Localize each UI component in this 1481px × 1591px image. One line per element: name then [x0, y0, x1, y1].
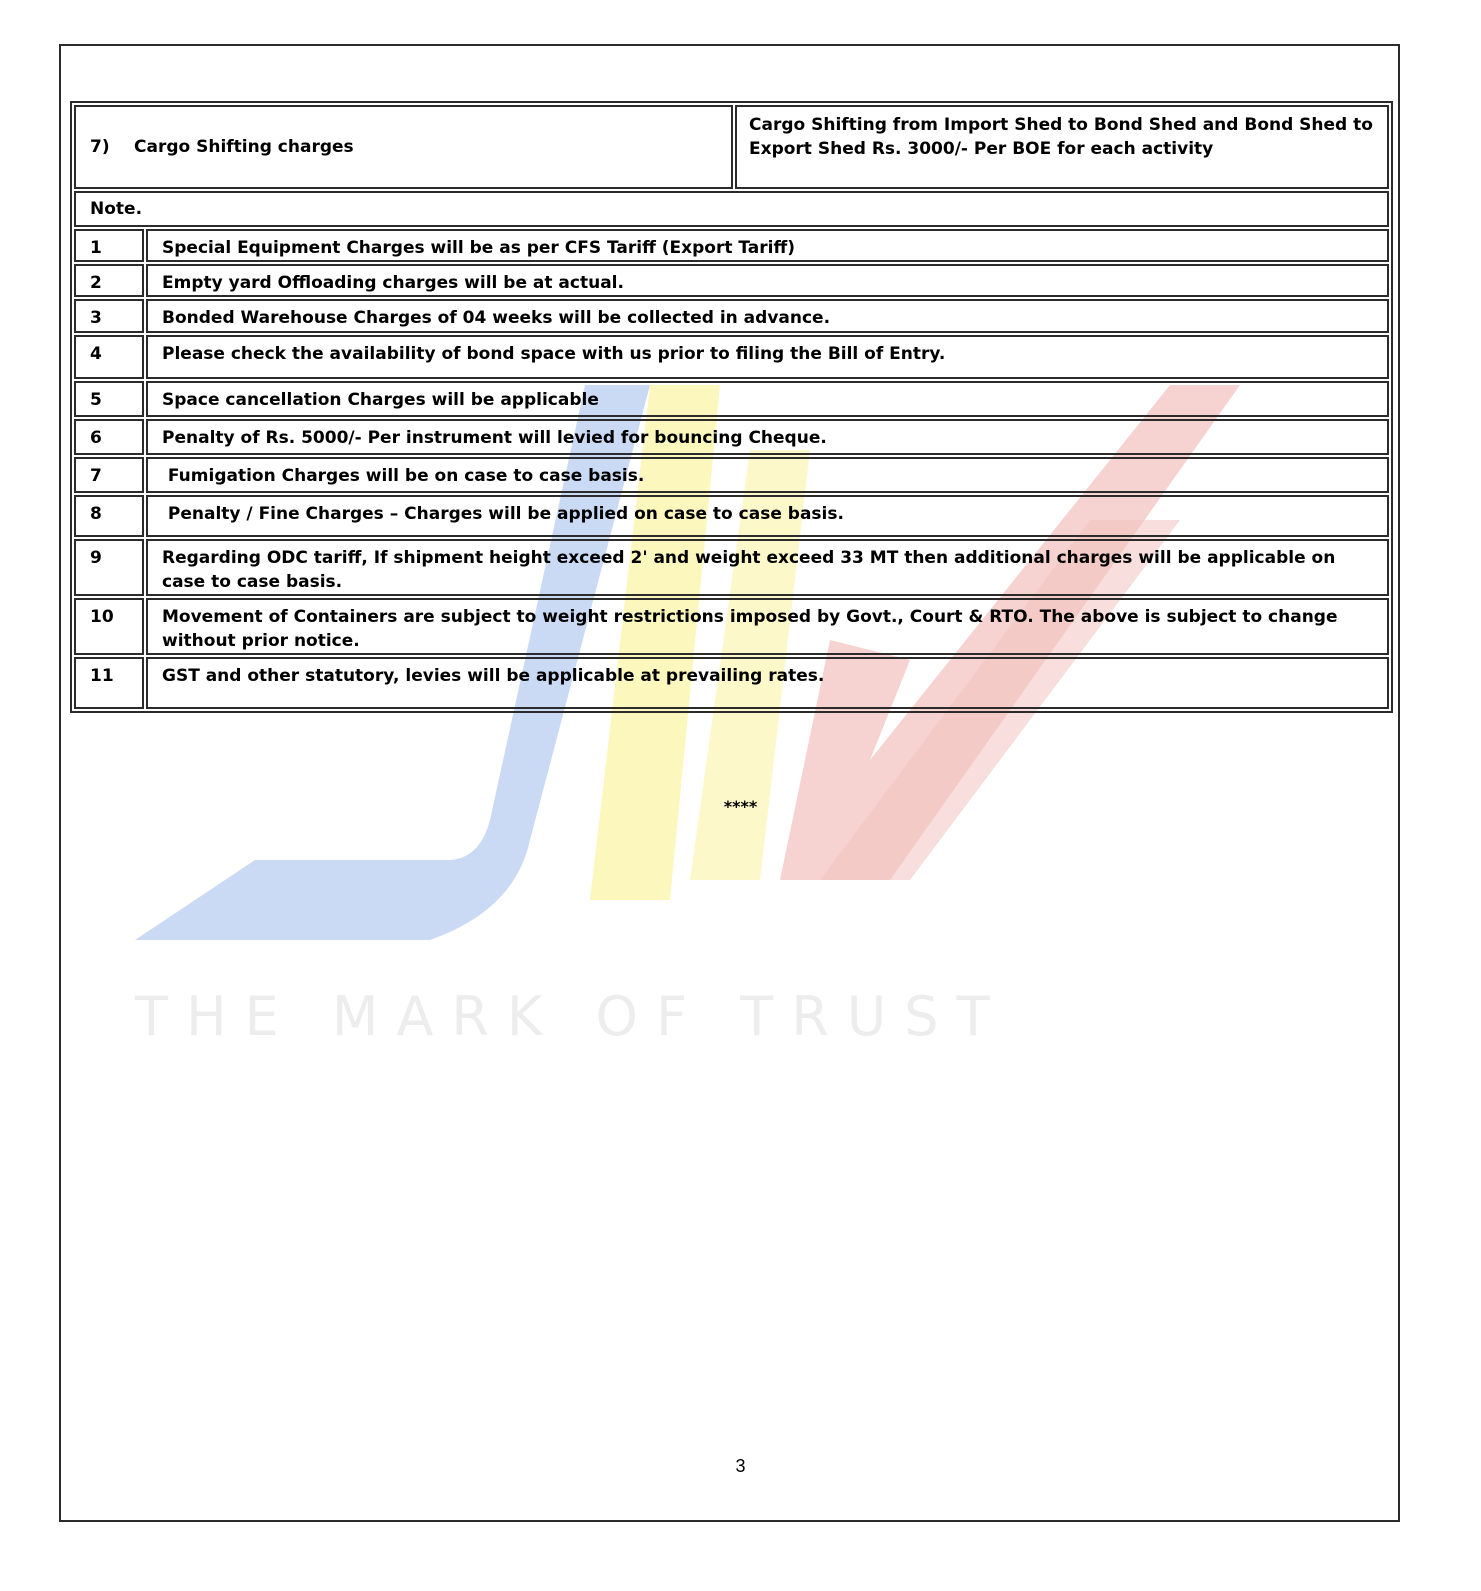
table-row	[74, 419, 1389, 455]
cargo-shifting-title-cell	[74, 105, 733, 189]
item-title: Cargo Shifting charges	[134, 137, 354, 157]
note-text: Please check the availability of bond space with us prior to filing the Bill of Entry.	[146, 335, 1389, 379]
cargo-shifting-row	[74, 105, 1389, 189]
watermark-tagline: THE MARK OF TRUST	[135, 985, 1008, 1048]
table-row	[74, 495, 1389, 537]
table-row	[74, 539, 1389, 596]
cargo-shifting-detail: Cargo Shifting from Import Shed to Bond Shed and Bond Shed to Export Shed Rs. 3000/- Per BOE for each activity	[735, 105, 1389, 189]
tariff-table	[70, 101, 1393, 713]
note-text: Empty yard Offloading charges will be at actual.	[146, 264, 1389, 297]
table-row	[74, 335, 1389, 379]
note-number: 6	[74, 419, 144, 455]
note-number: 3	[74, 299, 144, 333]
table-row	[74, 457, 1389, 493]
note-number: 1	[74, 229, 144, 262]
note-text: Regarding ODC tariff, If shipment height exceed 2' and weight exceed 33 MT then additional charges will be applicable on case to case basis.	[146, 539, 1389, 596]
table-row	[74, 229, 1389, 262]
note-heading-row	[74, 191, 1389, 227]
item-number: 7)	[90, 137, 110, 157]
note-number: 8	[74, 495, 144, 537]
note-number: 4	[74, 335, 144, 379]
note-text: Fumigation Charges will be on case to case basis.	[146, 457, 1389, 493]
note-number: 5	[74, 381, 144, 417]
note-text: Penalty / Fine Charges – Charges will be applied on case to case basis.	[146, 495, 1389, 537]
note-text: GST and other statutory, levies will be applicable at prevailing rates.	[146, 657, 1389, 709]
table-row	[74, 657, 1389, 709]
note-heading: Note.	[74, 191, 1389, 227]
note-number: 11	[74, 657, 144, 709]
note-number: 9	[74, 539, 144, 596]
note-text: Space cancellation Charges will be applicable	[146, 381, 1389, 417]
table-row	[74, 264, 1389, 297]
page-number: 3	[735, 1456, 746, 1476]
note-text: Special Equipment Charges will be as per CFS Tariff (Export Tariff)	[146, 229, 1389, 262]
note-text: Bonded Warehouse Charges of 04 weeks will be collected in advance.	[146, 299, 1389, 333]
note-number: 2	[74, 264, 144, 297]
table-row	[74, 598, 1389, 655]
note-number: 10	[74, 598, 144, 655]
note-number: 7	[74, 457, 144, 493]
table-row	[74, 381, 1389, 417]
table-row	[74, 299, 1389, 333]
end-marker: ****	[723, 797, 758, 816]
note-text: Penalty of Rs. 5000/- Per instrument will levied for bouncing Cheque.	[146, 419, 1389, 455]
note-text: Movement of Containers are subject to weight restrictions imposed by Govt., Court & RTO. The above is subject to change without prior notice.	[146, 598, 1389, 655]
